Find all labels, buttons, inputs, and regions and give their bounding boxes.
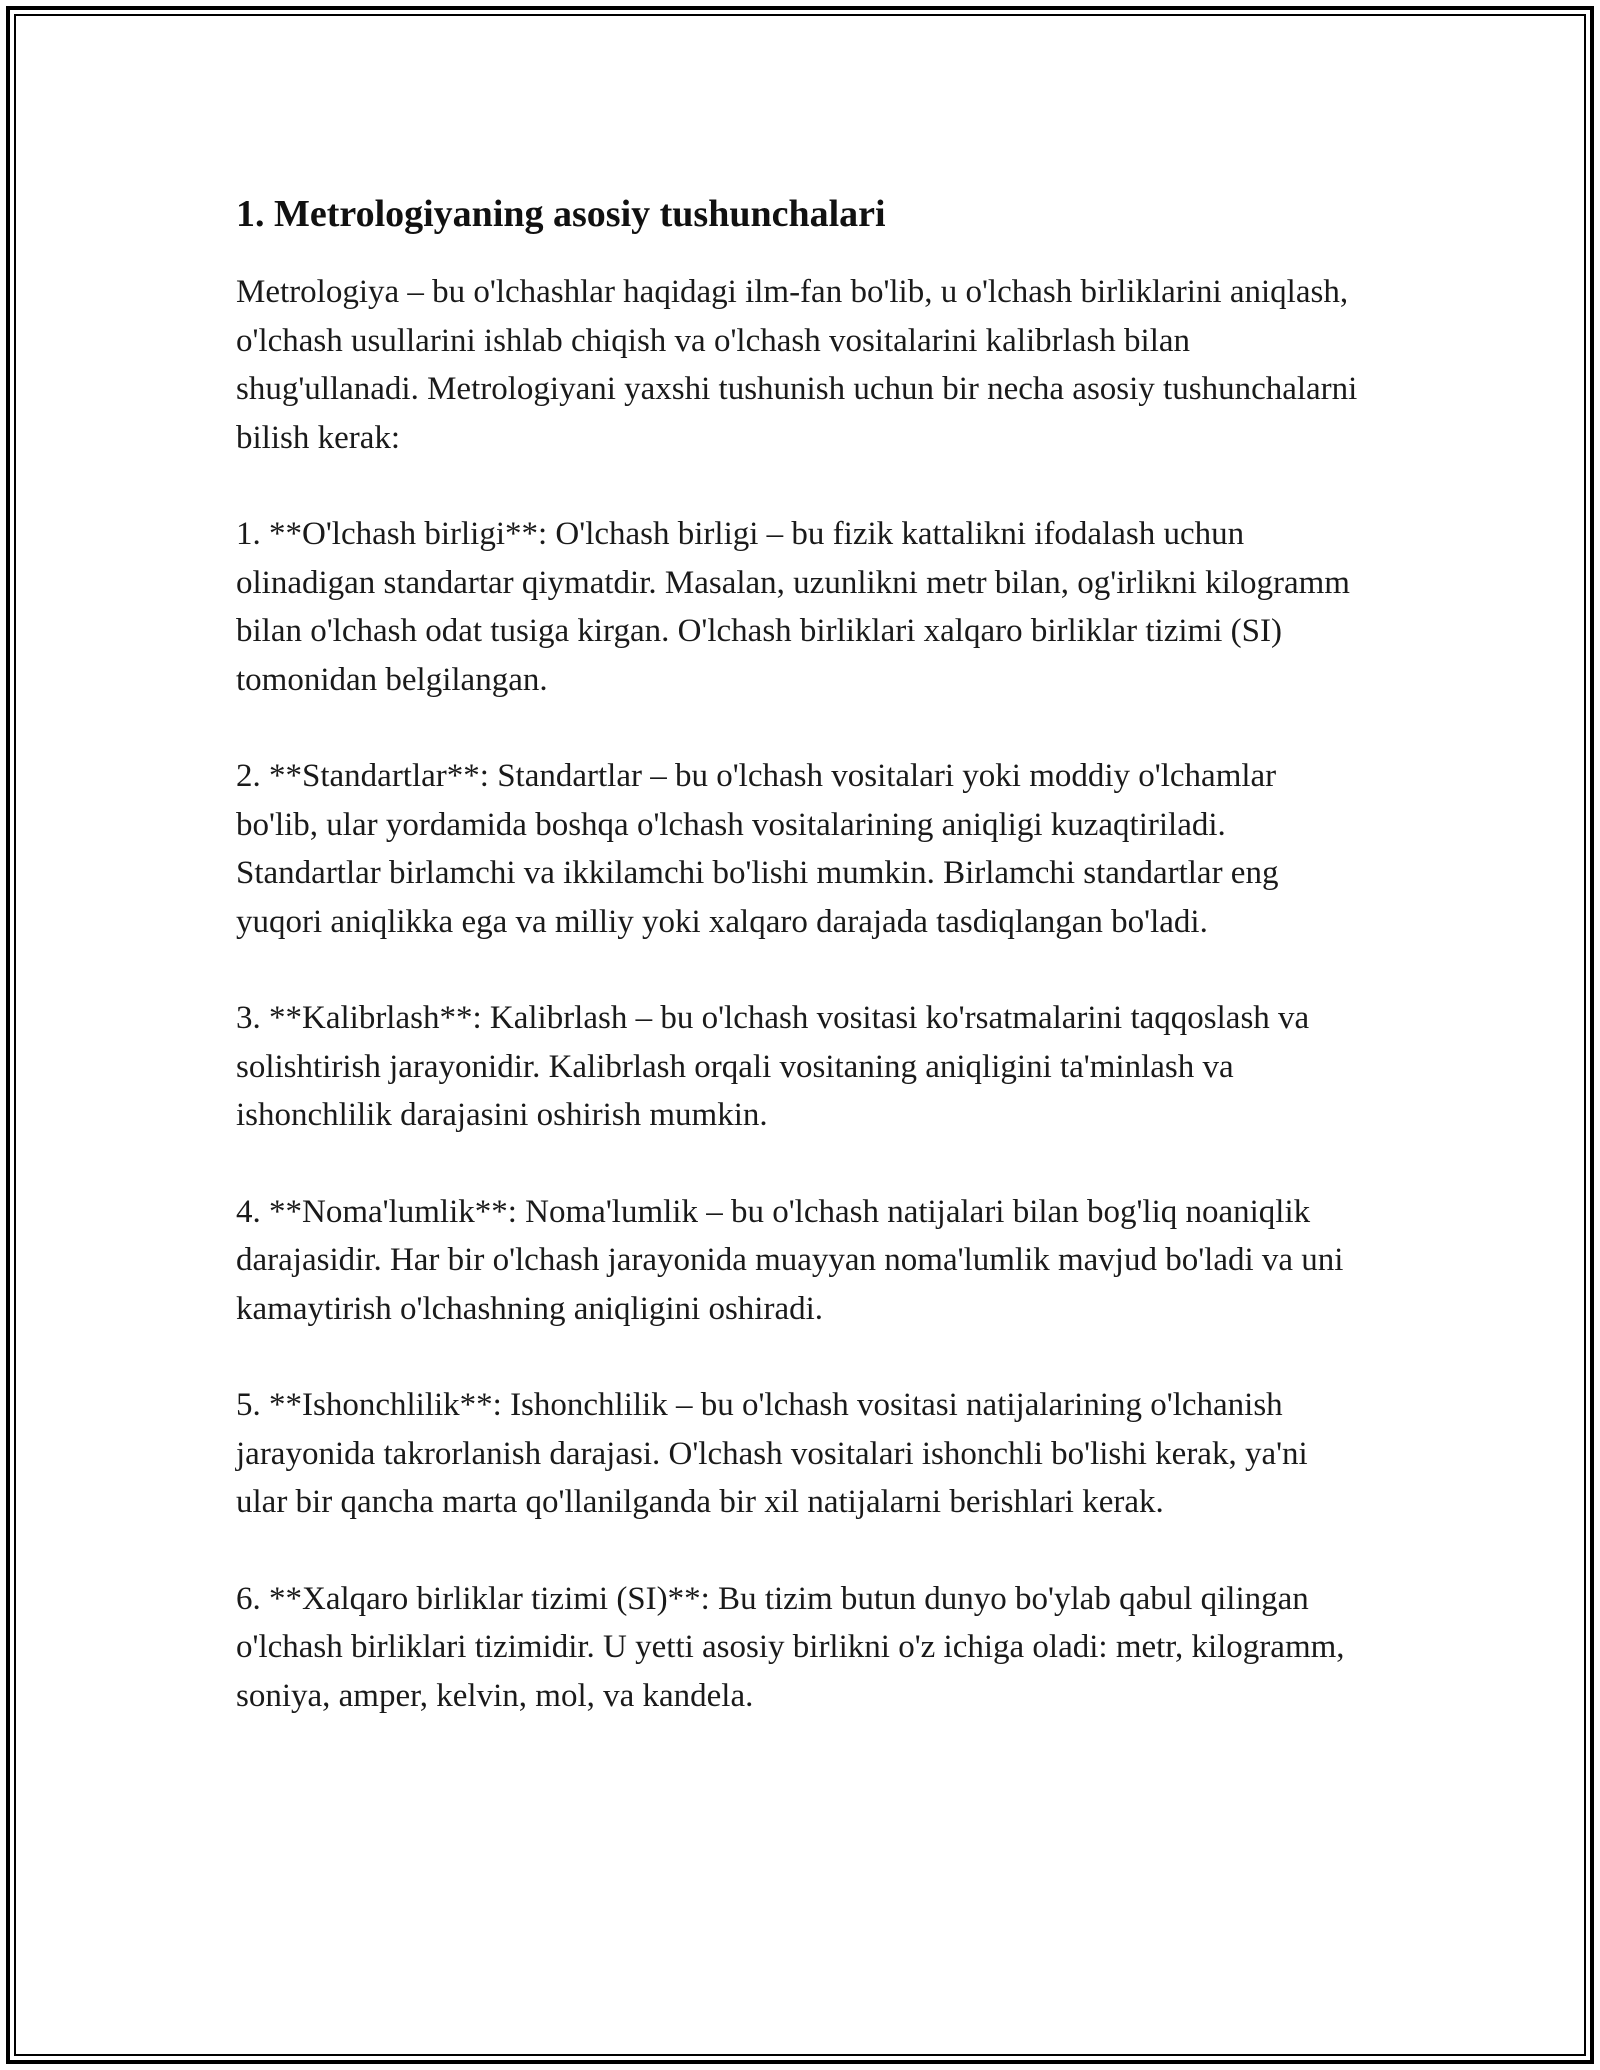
list-item-3: 3. **Kalibrlash**: Kalibrlash – bu o'lchash vositasi ko'rsatmalarini taqqoslash va solishtirish jarayonidir. Kalibrlash orqali vositaning aniqligini ta'minlash va ishonchlilik darajasini oshirish mumkin. <box>236 1000 1310 1133</box>
list-item-5: 5. **Ishonchlilik**: Ishonchlilik – bu o'lchash vositasi natijalarining o'lchanish jarayonida takrorlanish darajasi. O'lchash vositalari ishonchli bo'lishi kerak, ya'ni ular bir qancha marta qo'llanilganda bir xil natijalarni berishlari kerak. <box>236 1387 1308 1520</box>
document-title: 1. Metrologiyaning asosiy tushunchalari <box>236 193 886 235</box>
intro-paragraph: Metrologiya – bu o'lchashlar haqidagi ilm-fan bo'lib, u o'lchash birliklarini aniqlash, o'lchash usullarini ishlab chiqish va o'lchash vositalarini kalibrlash bilan shug'ullanadi. Metrologiyani yaxshi tushunish uchun bir necha asosiy tushunchalarni bilish kerak: <box>236 274 1358 456</box>
list-item-6: 6. **Xalqaro birliklar tizimi (SI)**: Bu tizim butun dunyo bo'ylab qabul qilingan o'lchash birliklari tizimidir. U yetti asosiy birlikni o'z ichiga oladi: metr, kilogramm, soniya, amper, kelvin, mol, va kandela. <box>236 1580 1345 1714</box>
list-item-1: 1. **O'lchash birligi**: O'lchash birligi – bu fizik kattalikni ifodalash uchun olinadigan standartar qiymatdir. Masalan, uzunlikni metr bilan, og'irlikni kilogramm bilan o'lchash odat tusiga kirgan. O'lchash birliklari xalqaro birliklar tizimi (SI) tomonidan belgilangan. <box>236 516 1350 698</box>
list-item-2: 2. **Standartlar**: Standartlar – bu o'lchash vositalari yoki moddiy o'lchamlar bo'lib, ular yordamida boshqa o'lchash vositalarining aniqligi kuzaqtiriladi. Standartlar birlamchi va ikkilamchi bo'lishi mumkin. Birlamchi standartlar eng yuqori aniqlikka ega va milliy yoki xalqaro darajada tasdiqlangan bo'ladi. <box>236 758 1279 940</box>
document-body <box>236 188 1366 1768</box>
list-item-4: 4. **Noma'lumlik**: Noma'lumlik – bu o'lchash natijalari bilan bog'liq noaniqlik darajasidir. Har bir o'lchash jarayonida muayyan noma'lumlik mavjud bo'ladi va uni kamaytirish o'lchashning aniqligini oshiradi. <box>236 1193 1344 1327</box>
